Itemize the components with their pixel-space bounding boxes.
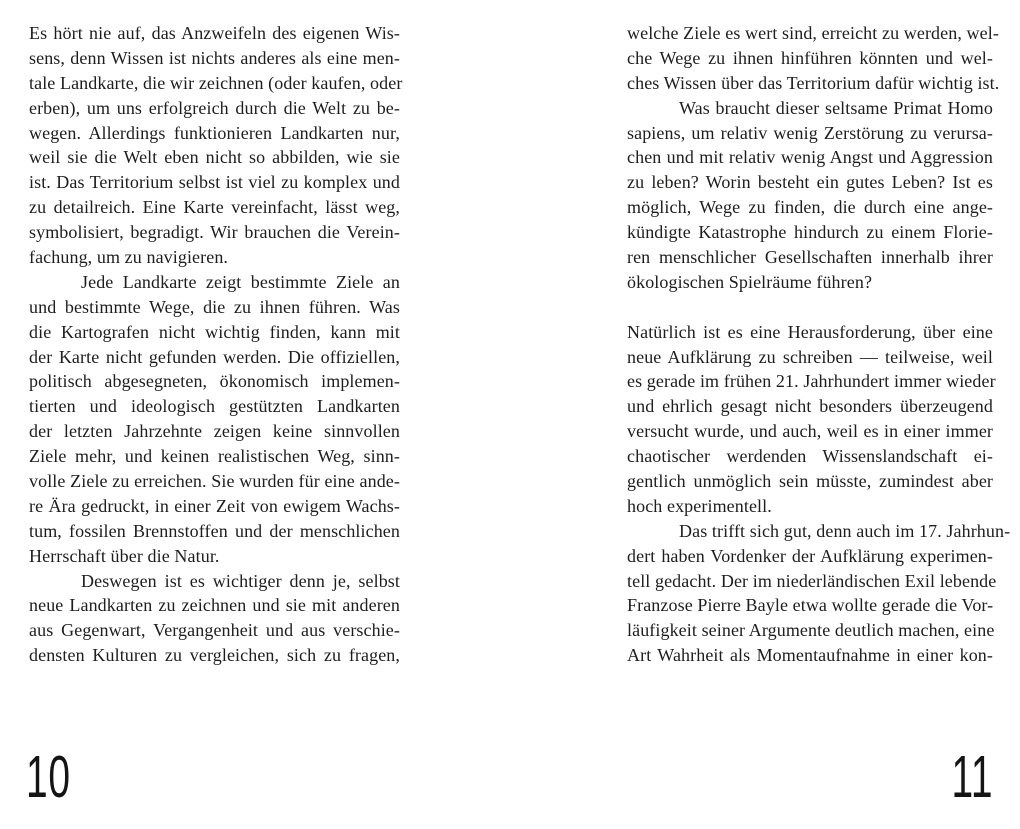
text-line: möglich, Wege zu finden, die durch eine ange- — [627, 197, 993, 218]
paragraph — [627, 519, 1011, 668]
text-line: versucht wurde, und auch, weil es in einer immer — [627, 421, 993, 442]
text-line: aus Gegenwart, Vergangenheit und aus verschie- — [29, 620, 400, 641]
text-line: dert haben Vordenker der Aufklärung experimen- — [627, 545, 993, 566]
text-line: sapiens, um relativ wenig Zerstörung zu verursa- — [627, 122, 993, 143]
text-line: der Karte nicht gefunden werden. Die offiziellen, — [29, 346, 400, 367]
page-right — [510, 0, 1020, 829]
text-column-left — [29, 21, 403, 668]
text-line: sens, denn Wissen ist nichts anderes als eine men- — [29, 47, 400, 68]
text-line: Ziele mehr, und keinen realistischen Weg, sinn- — [29, 446, 400, 467]
text-line: hoch experimentell. — [627, 495, 772, 516]
text-line: Das trifft sich gut, denn auch im 17. Jahrhun- — [679, 520, 1011, 541]
text-line: wegen. Allerdings funktionieren Landkarten nur, — [29, 122, 400, 143]
text-line: und ehrlich gesagt nicht besonders überzeugend — [627, 396, 993, 417]
paragraph — [29, 21, 403, 270]
page-number-right: 11 — [951, 744, 993, 810]
text-line: symbolisiert, begradigt. Wir brauchen die Verein- — [29, 222, 400, 243]
text-line: Franzose Pierre Bayle etwa wollte gerade die Vor- — [627, 595, 994, 616]
text-line: es gerade im frühen 21. Jahrhundert immer wieder — [627, 371, 996, 392]
text-line: fachung, um zu navigieren. — [29, 247, 229, 268]
text-line: tierten und ideologisch gestützten Landkarten — [29, 396, 400, 417]
text-line: und bestimmte Wege, die zu ihnen führen. Was — [29, 296, 400, 317]
text-line: erben), um uns erfolgreich durch die Welt zu be- — [29, 97, 400, 118]
text-line: tum, fossilen Brennstoffen und der menschlichen — [29, 520, 400, 541]
text-line: politisch abgesegneten, ökonomisch implemen- — [29, 371, 400, 392]
text-line: che Wege zu ihnen hinführen könnten und wel- — [627, 47, 993, 68]
text-line: gentlich unmöglich sein müsste, zumindest aber — [627, 471, 993, 492]
text-line: tell gedacht. Der im niederländischen Exil lebende — [627, 570, 997, 591]
text-line: densten Kulturen zu vergleichen, sich zu fragen, — [29, 645, 400, 666]
paragraph — [627, 96, 993, 295]
paragraph — [627, 320, 996, 519]
text-line: neue Landkarten zu zeichnen und sie mit anderen — [29, 595, 400, 616]
text-line: Herrschaft über die Natur. — [29, 545, 220, 566]
paragraph — [627, 21, 1000, 96]
text-line: weil sie die Welt eben nicht so abbilden, wie sie — [29, 147, 400, 168]
text-line: re Ära gedruckt, in einer Zeit von ewigem Wachs- — [29, 495, 400, 516]
text-line: die Kartografen nicht wichtig finden, kann mit — [29, 321, 400, 342]
paragraph — [29, 270, 400, 569]
text-line: neue Aufklärung zu schreiben — teilweise, weil — [627, 346, 993, 367]
text-line: Art Wahrheit als Momentaufnahme in einer kon- — [627, 645, 993, 666]
text-line: Deswegen ist es wichtiger denn je, selbst — [81, 570, 400, 591]
text-line: ren menschlicher Gesellschaften innerhalb ihrer — [627, 247, 993, 268]
text-line: zu detailreich. Eine Karte vereinfacht, lässt weg, — [29, 197, 400, 218]
text-line: Natürlich ist es eine Herausforderung, über eine — [627, 321, 993, 342]
text-line: chen und mit relativ wenig Angst und Aggression — [627, 147, 993, 168]
text-column-right — [627, 21, 1011, 668]
text-line: volle Ziele zu erreichen. Sie wurden für eine ande- — [29, 471, 400, 492]
text-line: tale Landkarte, die wir zeichnen (oder kaufen, oder — [29, 72, 403, 93]
page-number-left: 10 — [26, 744, 71, 810]
text-line: Was braucht dieser seltsame Primat Homo — [679, 97, 993, 118]
text-line: kündigte Katastrophe hindurch zu einem Florie- — [627, 222, 993, 243]
text-line: ökologischen Spielräume führen? — [627, 271, 873, 292]
text-line: Jede Landkarte zeigt bestimmte Ziele an — [81, 271, 400, 292]
text-line: chaotischer werdenden Wissenslandschaft ei- — [627, 446, 993, 467]
text-line: läufigkeit seiner Argumente deutlich machen, eine — [627, 620, 995, 641]
text-line: ist. Das Territorium selbst ist viel zu komplex und — [29, 172, 400, 193]
paragraph — [29, 569, 400, 669]
text-line: der letzten Jahrzehnte zeigen keine sinnvollen — [29, 421, 400, 442]
text-line: ches Wissen über das Territorium dafür wichtig ist. — [627, 72, 1000, 93]
text-line: welche Ziele es wert sind, erreicht zu werden, wel- — [627, 23, 999, 43]
text-line: Es hört nie auf, das Anzweifeln des eigenen Wis- — [29, 23, 400, 43]
text-line: zu leben? Worin besteht ein gutes Leben? Ist es — [627, 172, 993, 193]
